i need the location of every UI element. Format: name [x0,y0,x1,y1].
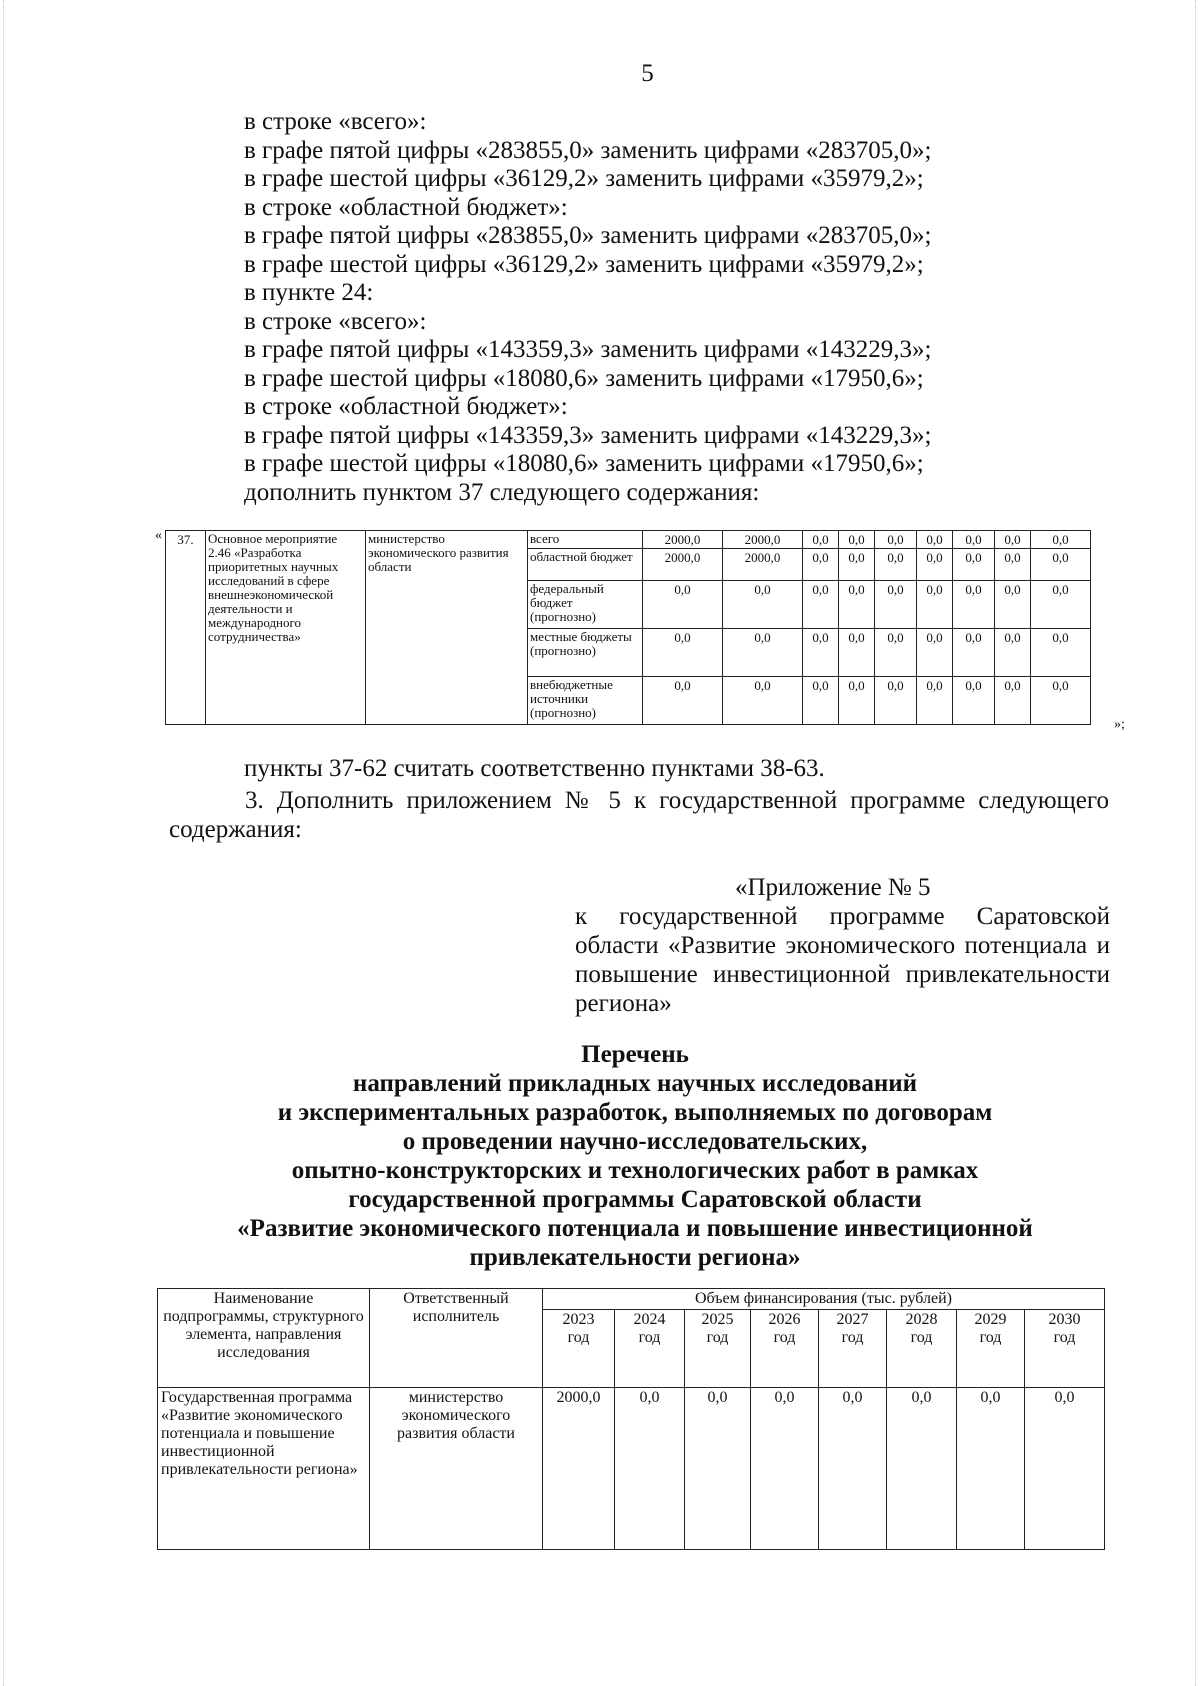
year-value: 2000,0 [543,1388,615,1550]
page-edge-right [1195,0,1197,1686]
year-header: 2026 год [751,1310,819,1388]
heading-line: «Развитие экономического потенциала и повышение инвестиционной [237,1215,1033,1242]
heading-line: Перечень [581,1041,689,1068]
funding-value: 0,0 [723,581,803,629]
event-executor: министерство экономического развития области [366,531,528,725]
heading-line: опытно-конструкторских и технологических работ в рамках [291,1157,979,1184]
funding-value: 0,0 [917,629,953,677]
year-header: 2023 год [543,1310,615,1388]
funding-value: 0,0 [917,549,953,581]
appendix-title: «Приложение № 5 [735,874,931,901]
program-name: Государственная программа «Развитие экономического потенциала и повышение инвестиционной привлекательности региона» [158,1388,370,1550]
item-number: 37. [166,531,206,725]
year-value: 0,0 [1025,1388,1105,1550]
funding-value: 0,0 [953,549,995,581]
funding-table-wrapper [157,1288,1105,1550]
heading-line: привлекательности региона» [469,1244,801,1271]
funding-value: 0,0 [1031,549,1091,581]
event-name: Основное мероприятие 2.46 «Разработка приоритетных научных исследований в сфере внешнеэкономической деятельности и международного сотрудничества» [206,531,366,725]
funding-value: 0,0 [953,581,995,629]
page-number: 5 [641,60,654,87]
funding-table [157,1288,1105,1550]
amendment-line: в графе пятой цифры «143359,3» заменить цифрами «143229,3»; [244,421,932,449]
amendment-line: в строке «всего»: [244,307,427,335]
appendix-body: к государственной программе Саратовской области «Развитие экономического потенциала и повышение инвестиционной привлекательности региона» [575,903,1110,1017]
funding-value: 0,0 [803,581,839,629]
year-header: 2030 год [1025,1310,1105,1388]
year-header: 2025 год [685,1310,751,1388]
amendment-line: в строке «областной бюджет»: [244,393,568,420]
year-header: 2027 год [819,1310,887,1388]
year-header: 2028 год [887,1310,957,1388]
amendment-lines [244,108,1104,507]
amendment-line: в графе шестой цифры «36129,2» заменить цифрами «35979,2»; [244,165,924,192]
funding-value: 0,0 [643,677,723,725]
funding-value: 0,0 [917,677,953,725]
funding-value: 2000,0 [723,531,803,549]
heading-line: направлений прикладных научных исследований [352,1070,918,1097]
funding-header: Объем финансирования (тыс. рублей) [543,1289,1105,1310]
year-value: 0,0 [751,1388,819,1550]
funding-value: 0,0 [803,629,839,677]
funding-value: 0,0 [995,581,1031,629]
funding-value: 0,0 [643,581,723,629]
data-row [158,1388,1105,1550]
funding-value: 0,0 [839,677,875,725]
funding-source: местные бюджеты (прогнозно) [528,629,643,677]
insert-close-quote: »; [1114,717,1125,732]
paragraph-3-text: 3. Дополнить приложением № 5 к государственной программе следующего содержания: [169,787,1109,843]
funding-value: 0,0 [875,549,917,581]
funding-source: всего [528,531,643,549]
funding-value: 0,0 [803,549,839,581]
heading-line: государственной программы Саратовской области [348,1186,922,1213]
year-header: 2029 год [957,1310,1025,1388]
funding-value: 0,0 [723,629,803,677]
funding-value: 0,0 [803,677,839,725]
amendment-line: в графе шестой цифры «18080,6» заменить цифрами «17950,6»; [244,450,924,477]
funding-value: 0,0 [839,581,875,629]
amendment-line: в строке «всего»: [244,108,427,135]
amendment-line: в строке «областной бюджет»: [244,193,568,221]
funding-value: 0,0 [953,677,995,725]
year-value: 0,0 [957,1388,1025,1550]
year-value: 0,0 [887,1388,957,1550]
heading-line: и экспериментальных разработок, выполняемых по договорам [277,1099,993,1126]
funding-value: 0,0 [953,531,995,549]
funding-value: 2000,0 [643,531,723,549]
funding-value: 0,0 [1031,629,1091,677]
funding-value: 0,0 [1031,581,1091,629]
amendment-line: в графе шестой цифры «18080,6» заменить цифрами «17950,6»; [244,364,924,392]
col-name-header: Наименование подпрограммы, структурного элемента, направления исследования [158,1289,370,1388]
amendment-line: в графе пятой цифры «283855,0» заменить цифрами «283705,0»; [244,136,932,164]
insert-table-wrapper [165,530,1091,725]
funding-value: 0,0 [875,531,917,549]
page-edge-left [3,0,5,1686]
col-executor-header: Ответственный исполнитель [370,1289,543,1388]
funding-value: 0,0 [839,549,875,581]
funding-value: 0,0 [995,629,1031,677]
header-row [158,1289,1105,1310]
insert-table [165,530,1091,725]
funding-value: 0,0 [723,677,803,725]
funding-value: 0,0 [995,677,1031,725]
document-heading [160,1040,1110,1272]
amendment-line: в графе шестой цифры «36129,2» заменить цифрами «35979,2»; [244,250,924,278]
funding-value: 0,0 [953,629,995,677]
heading-line: о проведении научно-исследовательских, [402,1128,868,1155]
insert-row [166,531,1091,549]
year-value: 0,0 [685,1388,751,1550]
funding-source: федеральный бюджет (прогнозно) [528,581,643,629]
program-executor: министерство экономического развития области [370,1388,543,1550]
funding-value: 0,0 [917,581,953,629]
funding-value: 0,0 [1031,531,1091,549]
funding-value: 2000,0 [643,549,723,581]
funding-value: 0,0 [995,531,1031,549]
year-value: 0,0 [819,1388,887,1550]
funding-value: 0,0 [995,549,1031,581]
funding-value: 0,0 [917,531,953,549]
amendment-line: в графе пятой цифры «283855,0» заменить цифрами «283705,0»; [244,222,932,249]
funding-source: внебюджетные источники (прогнозно) [528,677,643,725]
funding-value: 0,0 [803,531,839,549]
paragraph-3 [169,786,1109,844]
funding-value: 0,0 [839,531,875,549]
funding-value: 0,0 [1031,677,1091,725]
renumber-line: пункты 37-62 считать соответственно пунктами 38-63. [244,755,825,782]
funding-source: областной бюджет [528,549,643,581]
funding-value: 0,0 [875,581,917,629]
amendment-line: дополнить пунктом 37 следующего содержания: [244,478,760,506]
year-header: 2024 год [615,1310,685,1388]
year-value: 0,0 [615,1388,685,1550]
funding-value: 0,0 [643,629,723,677]
appendix-caption [575,873,1110,1018]
funding-value: 0,0 [875,677,917,725]
amendment-line: в графе пятой цифры «143359,3» заменить цифрами «143229,3»; [244,336,932,363]
funding-value: 0,0 [839,629,875,677]
funding-value: 0,0 [875,629,917,677]
insert-open-quote: « [155,528,162,543]
amendment-line: в пункте 24: [244,279,374,306]
funding-value: 2000,0 [723,549,803,581]
